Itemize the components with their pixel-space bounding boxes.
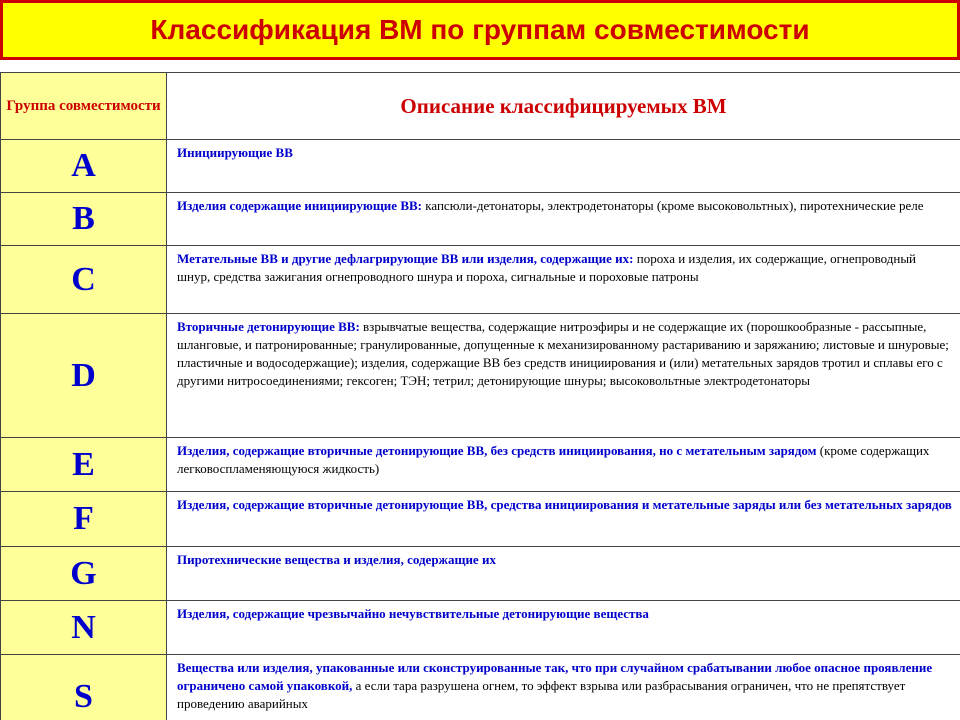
description-lead: Метательные ВВ и другие дефлагрирующие ВВ или изделия, содержащие их: xyxy=(177,251,634,266)
classification-table-container xyxy=(0,72,960,720)
description-lead: Вещества или изделия, упакованные или сконструированные так, что при случайном срабатывании любое опасное проявление ограничено самой упаковкой, xyxy=(177,660,933,693)
group-description xyxy=(167,438,960,492)
header-group: Группа совместимости xyxy=(1,73,167,140)
group-letter: N xyxy=(1,601,167,655)
table-row xyxy=(1,655,960,720)
classification-table xyxy=(0,72,960,720)
description-lead: Изделия, содержащие вторичные детонирующие ВВ, без средств инициирования, но с метательным зарядом xyxy=(177,443,817,458)
description-lead: Пиротехнические вещества и изделия, содержащие их xyxy=(177,552,496,567)
group-letter: C xyxy=(1,246,167,314)
group-letter: E xyxy=(1,438,167,492)
description-lead: Изделия, содержащие вторичные детонирующие ВВ, средства инициирования и метательные заряды или без метательных зарядов xyxy=(177,497,952,512)
group-description xyxy=(167,547,960,601)
description-text: а если тара разрушена огнем, то эффект взрыва или разбрасывания ограничен, что не препятствует проведению аварийных xyxy=(177,678,906,711)
description-text: пороха и изделия, их содержащие, огнепроводный шнур, средства зажигания огнепроводного шнура и пороха, сигнальные и пороховые патроны xyxy=(177,251,917,284)
table-row xyxy=(1,492,960,547)
table-row xyxy=(1,193,960,246)
description-lead: Изделия, содержащие чрезвычайно нечувствительные детонирующие вещества xyxy=(177,606,649,621)
group-description xyxy=(167,140,960,193)
description-lead: Изделия содержащие инициирующие ВВ: xyxy=(177,198,422,213)
group-letter: S xyxy=(1,655,167,720)
group-description xyxy=(167,601,960,655)
table-row xyxy=(1,314,960,438)
group-letter: A xyxy=(1,140,167,193)
group-description xyxy=(167,193,960,246)
group-description xyxy=(167,655,960,720)
table-row xyxy=(1,140,960,193)
table-header-row xyxy=(1,73,960,140)
description-text: (кроме содержащих легковоспламеняющуюся жидкость) xyxy=(177,443,930,476)
table-row xyxy=(1,601,960,655)
group-description xyxy=(167,246,960,314)
page-title: Классификация ВМ по группам совместимости xyxy=(150,14,810,45)
group-description xyxy=(167,314,960,438)
description-lead: Вторичные детонирующие ВВ: xyxy=(177,319,360,334)
description-text: взрывчатые вещества, содержащие нитроэфиры и не содержащие их (порошкообразные - рассыпные, шланговые, и патронированные; гранулированные, допущенные к механизированному растариванию и заряжанию; листовые и шнуровые; пластичные и водосодержащие); изделия, содержащие ВВ без средств инициирования и (или) метательных зарядов тротил и сплавы его с другими нитросоединениями; гексоген; ТЭН; тетрил; детонирующие шнуры; высоковольтные электродетонаторы xyxy=(177,319,949,388)
group-letter: G xyxy=(1,547,167,601)
title-bar xyxy=(0,0,960,60)
group-letter: F xyxy=(1,492,167,547)
table-row xyxy=(1,438,960,492)
group-letter: D xyxy=(1,314,167,438)
description-text: капсюли-детонаторы, электродетонаторы (кроме высоковольтных), пиротехнические реле xyxy=(422,198,924,213)
table-row xyxy=(1,547,960,601)
header-description: Описание классифицируемых ВМ xyxy=(167,73,960,140)
table-row xyxy=(1,246,960,314)
group-description xyxy=(167,492,960,547)
group-letter: B xyxy=(1,193,167,246)
description-lead: Инициирующие ВВ xyxy=(177,145,293,160)
